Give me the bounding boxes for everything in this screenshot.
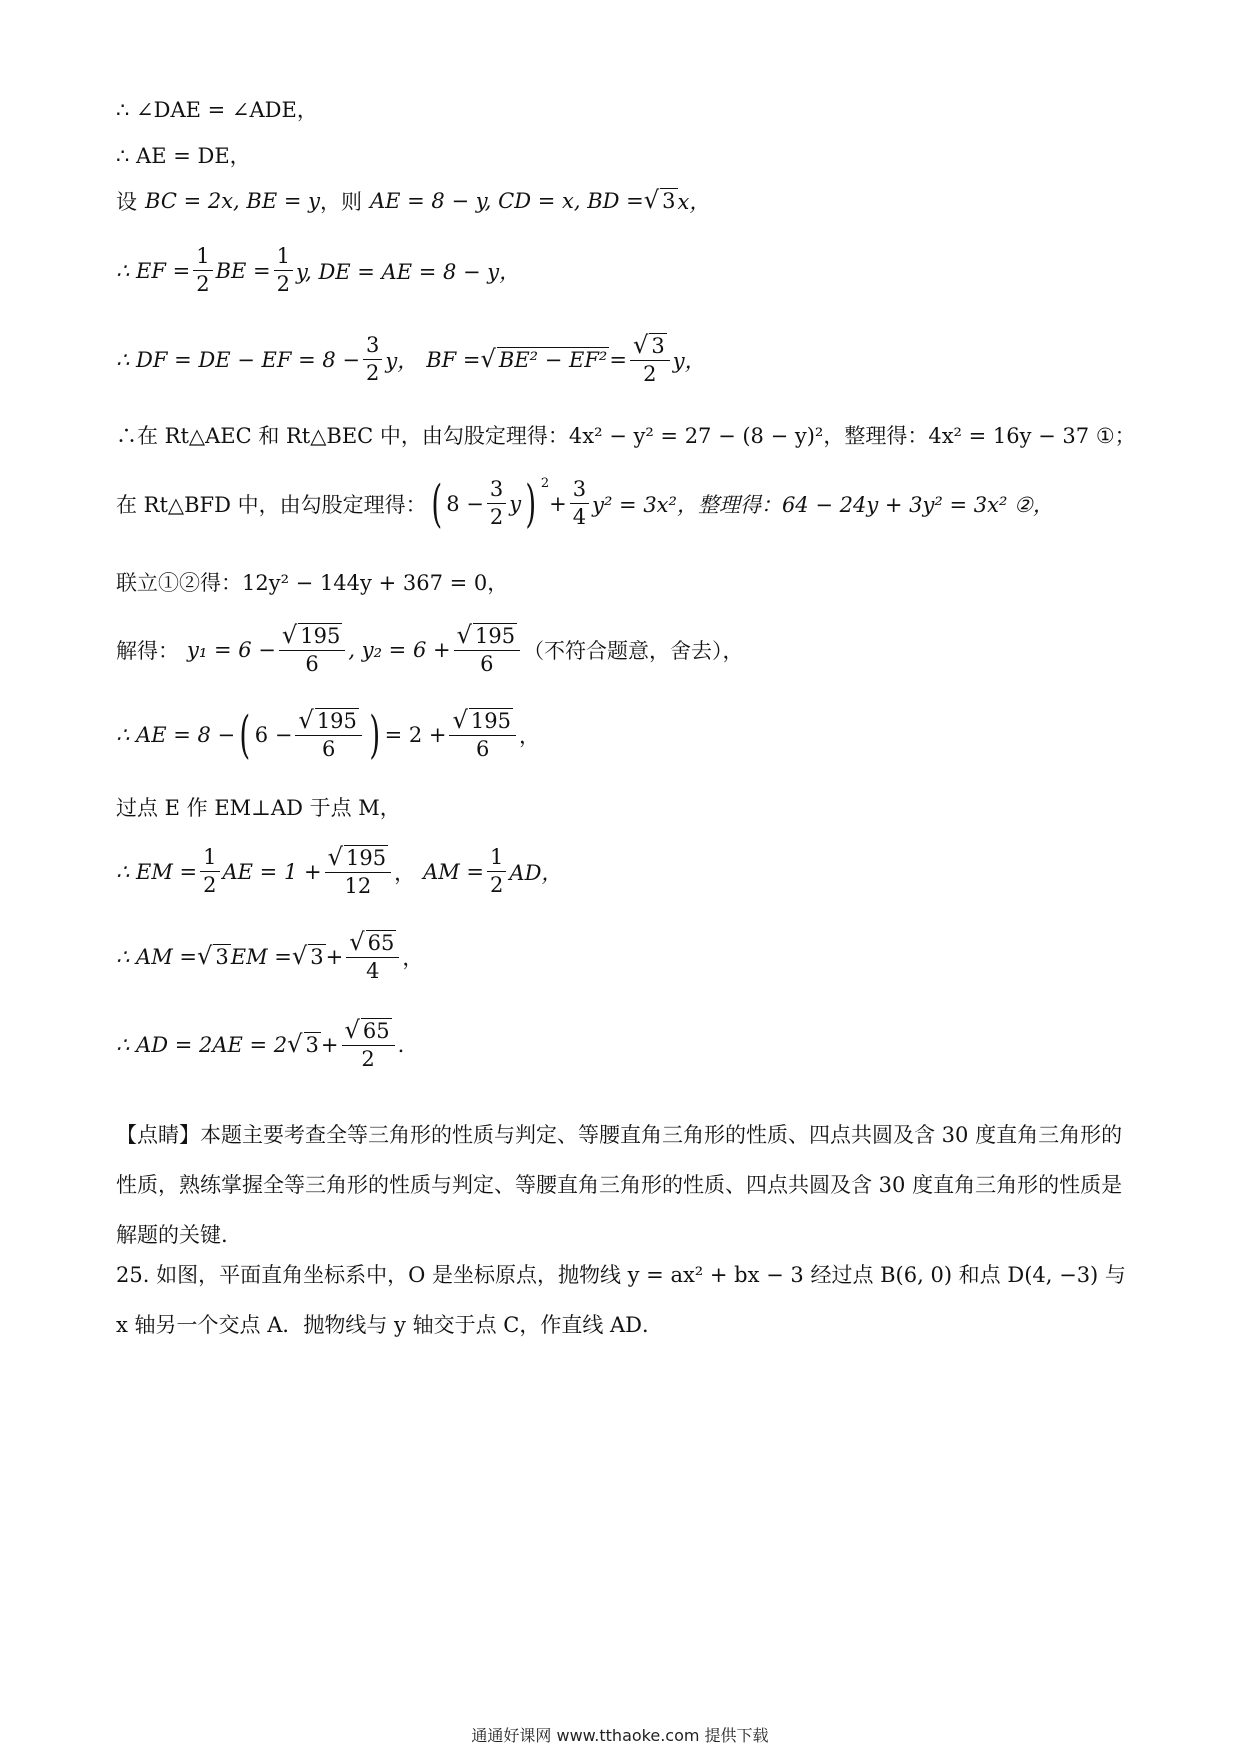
text: ∴ AE = DE， [116,144,251,168]
fraction-three-halves: $\frac{3}{2}$ [363,334,382,385]
text: AE = 8 − y, CD = x, BD = [369,189,644,213]
line-ae-de [116,140,251,170]
fraction-root195-over-6: √ 195 6 [449,708,515,761]
text: ， [402,945,424,970]
text: x， [677,190,711,214]
text: ∴ EF = [116,258,191,283]
text: AE = 1 + [222,859,322,884]
fraction-root65-over-4: √ 65 4 [346,930,399,983]
line-ae-value [116,704,540,764]
line-set-variables [116,186,710,216]
text: ∴ AM = [116,944,197,969]
text: 解得： [116,638,179,663]
sqrt-3: √ 3 [643,186,676,215]
text: 25. 如图，平面直角坐标系中，O 是坐标原点，抛物线 y = ax² + bx − 3 经过点 B(6, 0) 和点 D(4, −3) 与 x 轴另一个交点 A．抛物线与 y 轴交于点 C，作直线 AD． [116,1263,1126,1337]
sqrt-3: √ 3 [287,1030,319,1059]
paren-close: ) [525,473,537,533]
text: （不符合题意，舍去）， [523,638,744,663]
text: 8 − [446,491,484,516]
line-pythagoras-1 [116,420,1136,450]
sqrt-be-ef: √ BE² − EF² [480,345,608,374]
text: y, DE = AE = 8 − y， [296,259,521,284]
text: + [325,944,344,969]
question-25 [116,1250,1136,1350]
line-ef [116,245,520,296]
text: ， [394,860,416,885]
text: 【点睛】本题主要考查全等三角形的性质与判定、等腰直角三角形的性质、四点共圆及含 30 度直角三角形的性质，熟练掌握全等三角形的性质与判定、等腰直角三角形的性质、四点共圆及含 30 度直角三角形的性质是解题的关键. [116,1123,1123,1247]
fraction-half: $\frac{1}{2}$ [487,846,506,897]
line-ad [116,1018,404,1071]
text: = 2 + [384,722,447,747]
fraction-three-quarters: $\frac{3}{4}$ [570,478,589,529]
text: . [397,1032,405,1057]
fraction-half: $\frac{1}{2}$ [200,846,219,897]
comment-paragraph [116,1110,1136,1260]
fraction-root3-over-2: √ 3 2 [630,333,670,386]
text: 设 [116,190,137,214]
text: 过点 E 作 EM⊥AD 于点 M， [116,796,401,820]
text: ∴ ∠DAE = ∠ADE， [116,98,318,122]
paren-open: ( [239,704,251,764]
paren-close: ) [369,704,381,764]
fraction-root195-over-6: √ 195 6 [279,623,345,676]
text: ∴ AE = 8 − [116,722,236,747]
text: BF = [426,347,481,372]
text: 6 − [254,722,293,747]
text: y [509,491,522,516]
fraction-half: $\frac{1}{2}$ [274,245,293,296]
text: y， [672,348,706,373]
text: BE = [215,258,271,283]
fraction-half: $\frac{1}{2}$ [193,245,212,296]
text: y， [385,348,419,373]
line-draw-em [116,792,401,822]
line-am [116,930,423,983]
text: + [549,491,567,516]
fraction-root195-over-6: √ 195 6 [295,708,361,761]
fraction-three-halves: $\frac{3}{2}$ [487,478,506,529]
sqrt-3: √ 3 [291,942,324,971]
text: y₁ = 6 − [187,637,276,662]
exponent: 2 [540,476,550,492]
text: y² = 3x²，整理得：64 − 24y + 3y² = 3x² ②， [592,492,1054,517]
sqrt-3: √ 3 [196,942,229,971]
line-angle-equal [116,94,318,124]
text: ∴ DF = DE − EF = 8 − [116,347,360,372]
line-em [116,845,562,898]
fraction-root195-over-12: √ 195 12 [325,845,391,898]
text: AD， [509,860,563,885]
paren-open: ( [431,473,442,533]
text: AM = [423,859,485,884]
page-footer: 通通好课网 www.tthaoke.com 提供下载 [471,1726,769,1745]
line-solve [116,623,744,676]
text: 联立①②得：12y² − 144y + 367 = 0， [116,571,509,595]
fraction-root195-over-6: √ 195 6 [454,623,520,676]
text: BC = 2x, BE = y [145,189,320,213]
text: ，则 [319,190,362,214]
text: , y₂ = 6 + [348,637,451,662]
text: 在 Rt△BFD 中，由勾股定理得： [116,492,427,517]
text: = [609,347,627,372]
line-pythagoras-2 [116,473,1054,533]
text: ∴在 Rt△AEC 和 Rt△BEC 中，由勾股定理得：4x² − y² = 27 − (8 − y)²，整理得：4x² = 16y − 37 ①； [116,424,1136,448]
text: ∴ EM = [116,859,198,884]
fraction-root65-over-2: √ 65 2 [342,1018,395,1071]
line-df-bf [116,333,706,386]
text: + [320,1032,339,1057]
text: EM = [230,944,292,969]
text: ∴ AD = 2AE = 2 [116,1032,288,1057]
text: ， [518,723,540,748]
line-combine [116,567,508,597]
